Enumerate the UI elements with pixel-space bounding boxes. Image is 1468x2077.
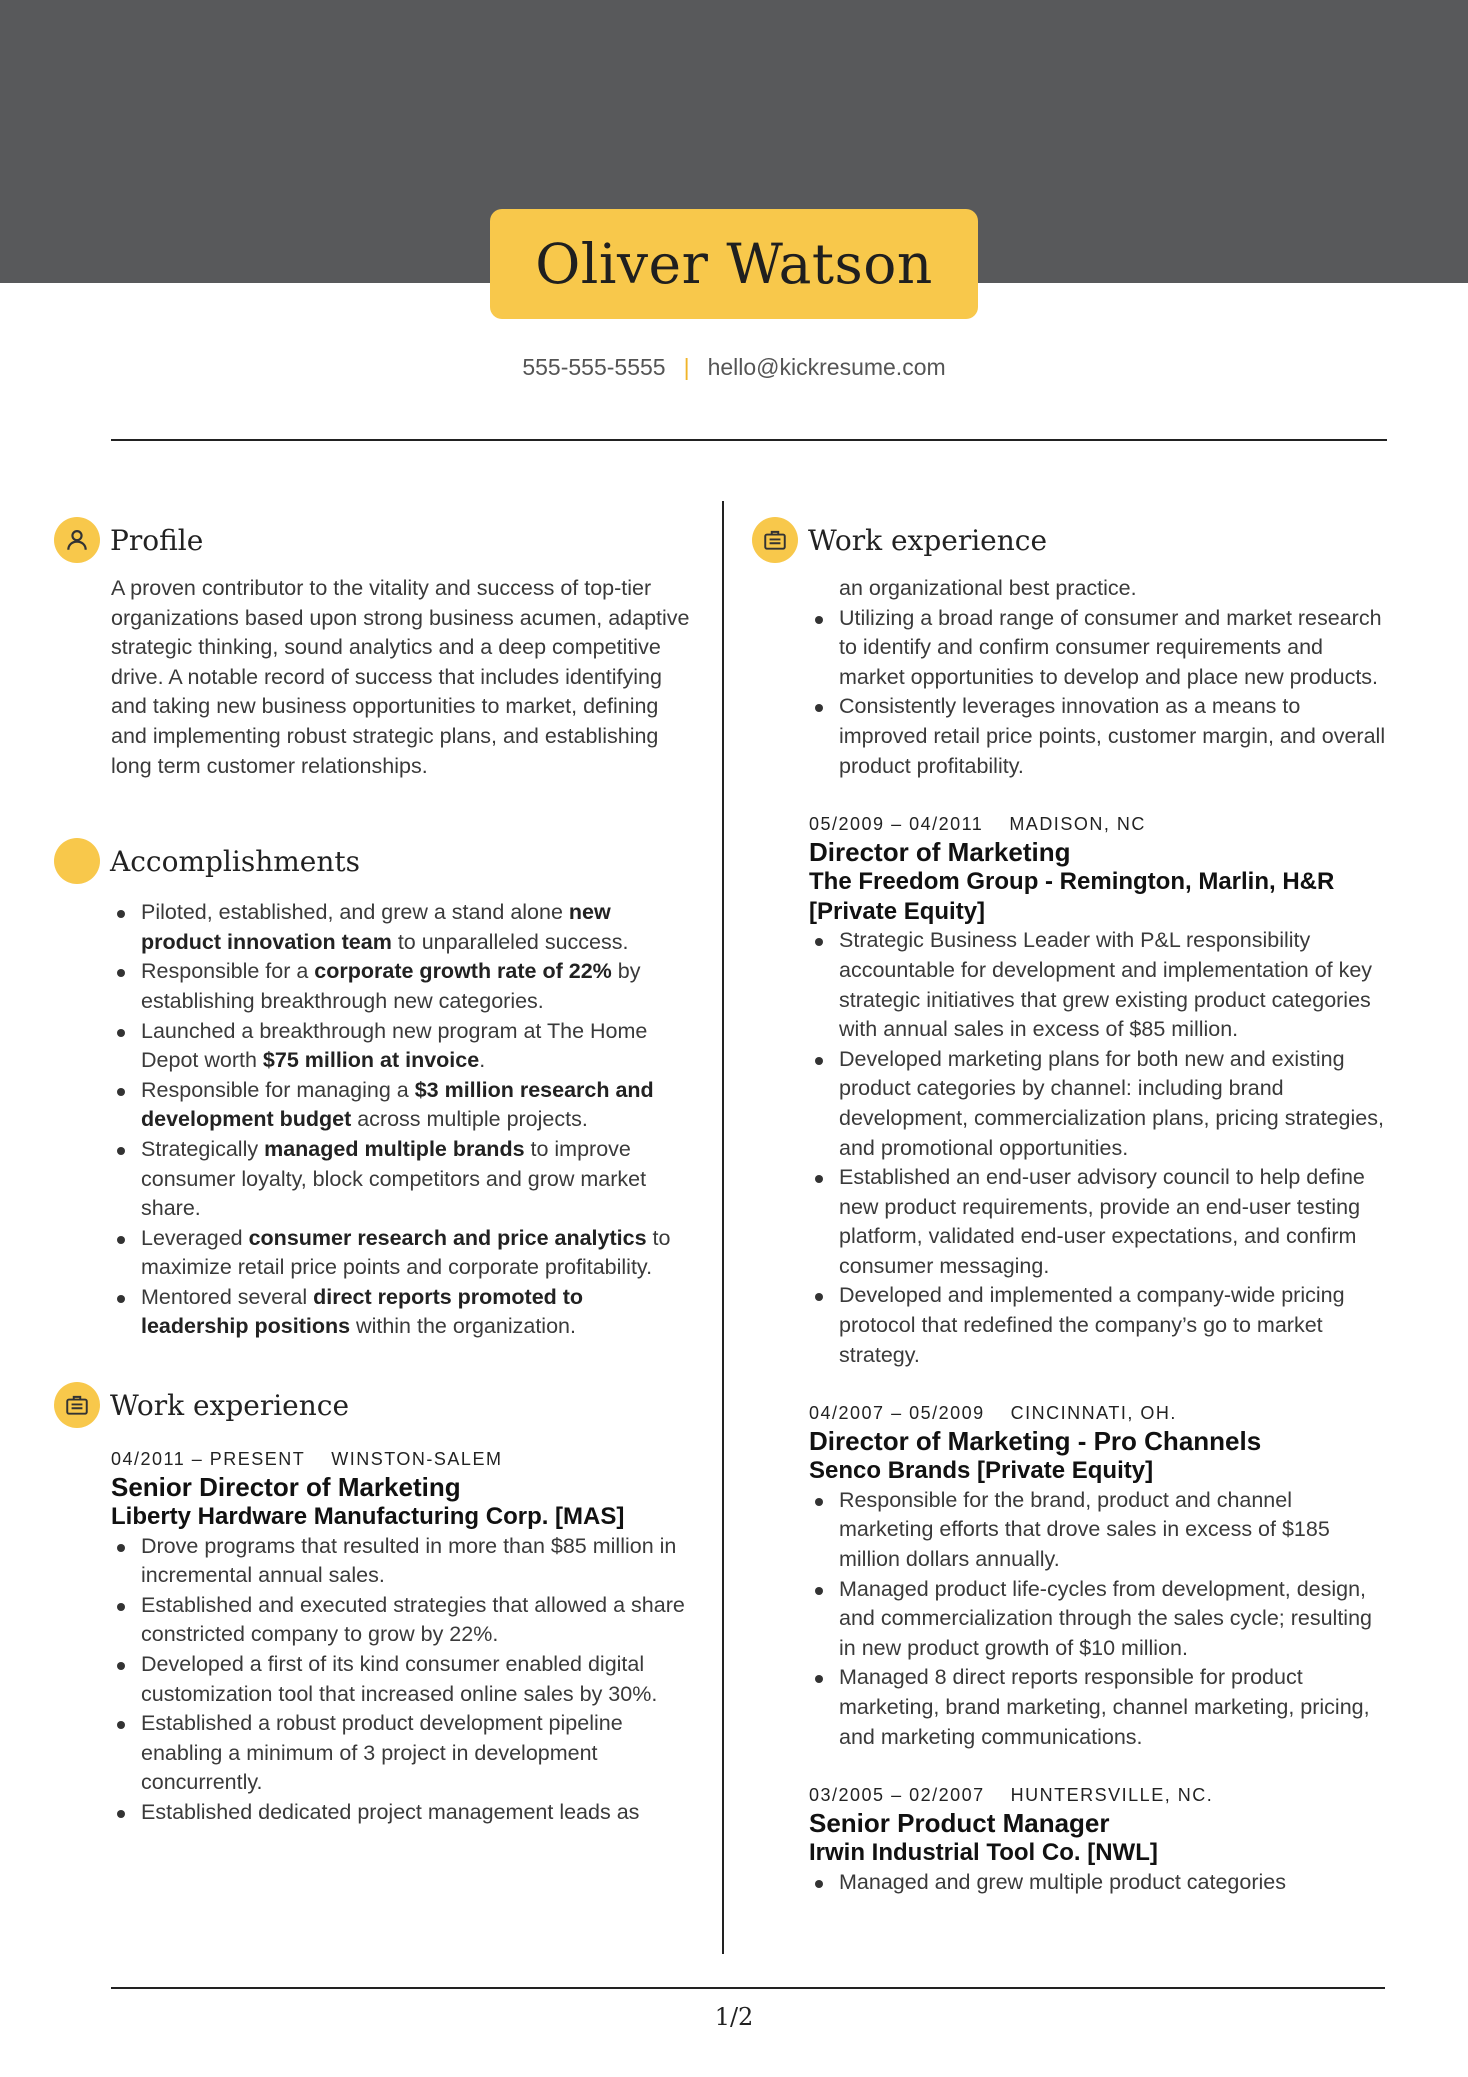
job-title: Director of Marketing - Pro Channels: [809, 1426, 1262, 1457]
accomplishments-icon: [54, 838, 100, 884]
accomplishment-pre: Responsible for managing a: [141, 1077, 415, 1102]
job-bullet: Strategic Business Leader with P&L responsibility accountable for development and implementation of key strategic initiatives that grew existing product categories with annual sales in excess of $85 million.: [809, 926, 1392, 1044]
job-bullet: Utilizing a broad range of consumer and market research to identify and confirm consumer requirements and market opportunities to develop and place new products.: [809, 604, 1392, 693]
briefcase-icon: [54, 1382, 100, 1428]
job-company: Irwin Industrial Tool Co. [NWL]: [809, 1839, 1158, 1867]
accomplishment-item: [111, 898, 694, 957]
job-bullet: Drove programs that resulted in more than $85 million in incremental annual sales.: [111, 1532, 694, 1591]
contact-line: [0, 354, 1468, 381]
continued-bullet-text: an organizational best practice.: [839, 576, 1137, 600]
job-location: MADISON, NC: [1009, 814, 1146, 835]
person-icon: [54, 517, 100, 563]
phone[interactable]: 555-555-5555: [522, 354, 666, 380]
work-experience-section-right: [752, 515, 1392, 1897]
email[interactable]: hello@kickresume.com: [707, 354, 946, 380]
name-banner: [490, 209, 978, 319]
accomplishment-bold: $75 million at invoice: [262, 1048, 480, 1073]
job-bullets: [809, 1868, 1392, 1898]
job-dates: 04/2011 – PRESENT: [111, 1449, 306, 1470]
contact-separator: |: [683, 354, 690, 380]
continued-bullets: [809, 604, 1392, 782]
job-bullet: Managed product life-cycles from development, design, and commercialization through the sales cycle; resulting in new product growth of $10 million.: [809, 1575, 1392, 1664]
accomplishment-post: to maximize retail price points and corporate profitability.: [141, 1225, 671, 1280]
accomplishment-post: to unparalleled success.: [391, 929, 629, 954]
page-number: 1/2: [714, 2003, 754, 2031]
accomplishment-bold: new product innovation team: [141, 900, 611, 954]
job-title: Director of Marketing: [809, 837, 1071, 868]
left-column: [54, 515, 694, 1828]
accomplishments-section: [54, 836, 694, 1342]
job-dates: 05/2009 – 04/2011: [809, 814, 984, 835]
job-bullets: [809, 926, 1392, 1370]
accomplishment-item: [111, 1076, 694, 1135]
accomplishment-post: across multiple projects.: [351, 1107, 588, 1132]
accomplishment-post: by establishing breakthrough new categories.: [141, 959, 641, 1013]
bottom-divider: [111, 1987, 1385, 1989]
accomplishment-pre: Responsible for a: [141, 959, 315, 984]
job-meta: [809, 1782, 1392, 1808]
work-experience-section-left: [54, 1380, 694, 1828]
top-divider: [111, 439, 1387, 441]
profile-text: A proven contributor to the vitality and success of top-tier organizations based upon strong business acumen, adaptive strategic thinking, sound analytics and a deep competitive drive. A notable record of success that includes identifying and taking new business opportunities to market, defining and implementing robust strategic plans, and establishing long term customer relationships.: [111, 576, 690, 778]
right-column: [752, 515, 1392, 1897]
briefcase-icon: [752, 517, 798, 563]
accomplishment-pre: Piloted, established, and grew a stand alone: [141, 900, 569, 925]
accomplishment-bold: $3 million research and development budget: [141, 1077, 654, 1132]
job-meta: [111, 1446, 694, 1472]
accomplishment-post: .: [479, 1048, 486, 1073]
accomplishment-item: [111, 957, 694, 1016]
job-entry: [752, 811, 1392, 1370]
right-jobs: [752, 811, 1392, 1897]
job-bullets: [809, 1486, 1392, 1752]
job-bullet: Established dedicated project management leads as: [111, 1798, 694, 1828]
profile-section: [54, 515, 694, 781]
job-location: HUNTERSVILLE, NC.: [1010, 1785, 1214, 1806]
job-bullet: Responsible for the brand, product and channel marketing efforts that drove sales in excess of $185 million dollars annually.: [809, 1486, 1392, 1575]
accomplishment-item: [111, 1283, 694, 1342]
job-bullet: Established a robust product development pipeline enabling a minimum of 3 project in development concurrently.: [111, 1709, 694, 1798]
job-bullet: Managed 8 direct reports responsible for product marketing, brand marketing, channel marketing, pricing, and marketing communications.: [809, 1663, 1392, 1752]
accomplishment-item: [111, 1224, 694, 1283]
job-bullets: [111, 1532, 694, 1828]
accomplishment-pre: Mentored several: [141, 1284, 314, 1309]
accomplishment-post: within the organization.: [350, 1314, 576, 1339]
job-bullet: Developed a first of its kind consumer enabled digital customization tool that increased online sales by 30%.: [111, 1650, 694, 1709]
job-bullet: Developed and implemented a company-wide pricing protocol that redefined the company’s go to market strategy.: [809, 1281, 1392, 1370]
job-meta: [809, 811, 1392, 837]
accomplishment-bold: managed multiple brands: [264, 1136, 525, 1161]
candidate-name: Oliver Watson: [535, 232, 933, 296]
job-dates: 03/2005 – 02/2007: [809, 1785, 985, 1806]
accomplishment-item: [111, 1135, 694, 1224]
accomplishments-list: [111, 898, 694, 1342]
profile-title: Profile: [110, 523, 204, 557]
job-entry: [752, 1782, 1392, 1897]
job-location: CINCINNATI, OH.: [1010, 1403, 1177, 1424]
work-left-title: Work experience: [110, 1388, 350, 1422]
accomplishment-post: to improve consumer loyalty, block competitors and grow market share.: [141, 1136, 647, 1221]
accomplishments-title: Accomplishments: [110, 844, 361, 878]
work-right-title: Work experience: [808, 523, 1048, 557]
job-dates: 04/2007 – 05/2009: [809, 1403, 985, 1424]
accomplishment-bold: consumer research and price analytics: [248, 1225, 647, 1250]
accomplishment-bold: corporate growth rate of 22%: [314, 959, 612, 984]
job-entry: [752, 1400, 1392, 1752]
job-location: WINSTON-SALEM: [331, 1449, 503, 1470]
job-meta: [809, 1400, 1392, 1426]
job-title: Senior Director of Marketing: [111, 1472, 461, 1503]
job-bullet: Established and executed strategies that allowed a share constricted company to grow by 22%.: [111, 1591, 694, 1650]
accomplishment-pre: Leveraged: [141, 1225, 249, 1250]
job-company: The Freedom Group - Remington, Marlin, H&R [Private Equity]: [809, 868, 1335, 925]
job-bullet: Developed marketing plans for both new and existing product categories by channel: including brand development, commercialization plans, pricing strategies, and promotional opportunities.: [809, 1045, 1392, 1163]
accomplishment-bold: direct reports promoted to leadership positions: [141, 1284, 584, 1339]
job-company: Senco Brands [Private Equity]: [809, 1457, 1154, 1485]
job-bullet: Managed and grew multiple product categories: [809, 1868, 1392, 1898]
accomplishment-pre: Strategically: [141, 1136, 265, 1161]
job-title: Senior Product Manager: [809, 1808, 1110, 1839]
job-company: Liberty Hardware Manufacturing Corp. [MAS]: [111, 1503, 625, 1531]
accomplishment-item: [111, 1017, 694, 1076]
job-bullet: Established an end-user advisory council to help define new product requirements, provide an end-user testing platform, validated end-user expectations, and confirm consumer messaging.: [809, 1163, 1392, 1281]
column-divider: [722, 501, 724, 1954]
job-bullet: Consistently leverages innovation as a means to improved retail price points, customer margin, and overall product profitability.: [809, 692, 1392, 781]
accomplishment-pre: Launched a breakthrough new program at The Home Depot worth: [141, 1018, 648, 1073]
job-entry: [54, 1446, 694, 1828]
